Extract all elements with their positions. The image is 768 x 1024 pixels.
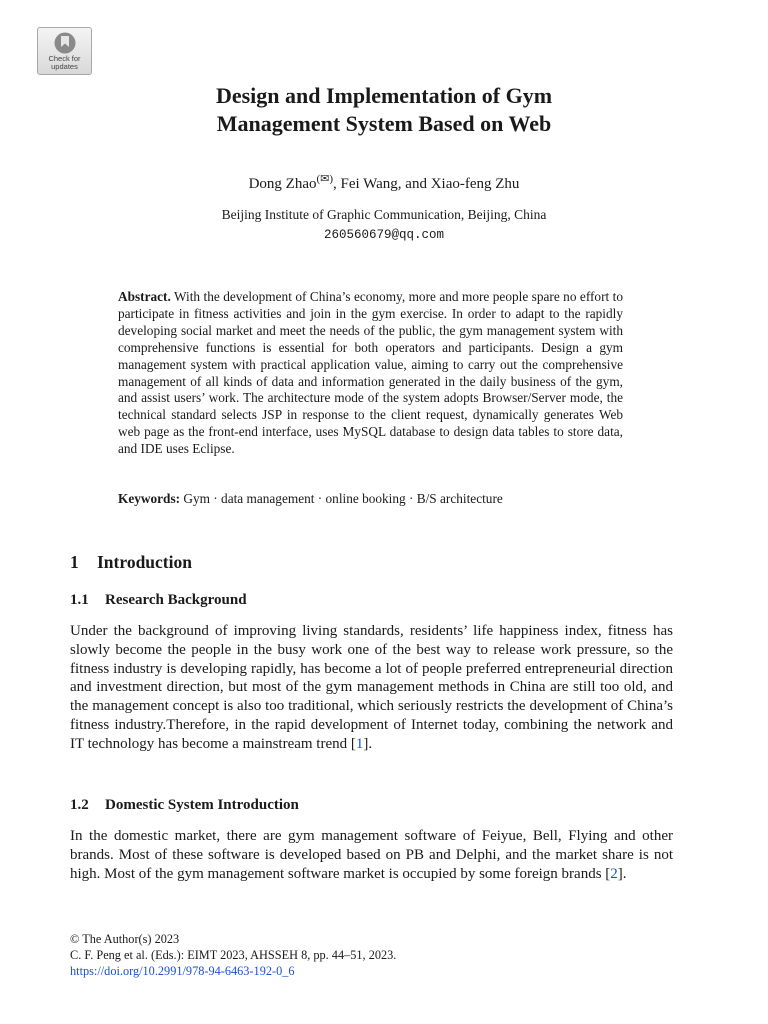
citation-link-1[interactable]: 1 [355, 735, 364, 752]
crossmark-icon [52, 31, 78, 55]
paragraph-text: Under the background of improving living standards, residents’ life happiness index, fitness has slowly become the people in the busy work one of the best way to release work pressure, so the fitness industry is developing rapidly, has become a lot of people preferred entrepreneurial direction and investment direction, but most of the gym management methods in China are still too old, and the management concept is also too traditional, which seriously restricts the development of China’s fitness industry.Therefore, in the rapid development of Internet today, combining the network and IT technology has become a mainstream trend [ [70, 623, 673, 752]
badge-label-1: Check for [48, 54, 81, 63]
subsection-title: Domestic System Introduction [105, 797, 299, 813]
section-number: 1 [70, 552, 79, 572]
abstract-text: With the development of China’s economy, more and more people spare no effort to participate in fitness activities and join in the gym exercise. In order to adapt to the rapidly developing social market and meet the needs of the public, the gym management system with comprehensive functions is essential for both operators and participants. Design a gym management system with practical application value, aiming to carry out the comprehensive management of all kinds of data and information generated in the daily business of the gym, and assist users’ work. The architecture mode of the system adopts Browser/Server mode, the technical standard selects JSP in response to the client request, dynamically generates Web web page as the front-end interface, uses MySQL database to design data tables to store data, and IDE uses Eclipse. [118, 289, 623, 457]
citation-line: C. F. Peng et al. (Eds.): EIMT 2023, AHSSEH 8, pp. 44–51, 2023. [70, 948, 397, 962]
citation-link-2[interactable]: 2 [610, 865, 618, 882]
author-dong-zhao: Dong Zhao [248, 176, 317, 192]
affiliation: Beijing Institute of Graphic Communication, Beijing, China [221, 207, 547, 222]
corresponding-author-mark[interactable]: (✉) [316, 173, 334, 185]
paragraph-end: ]. [363, 735, 373, 752]
keywords-text: Gym · data management · online booking · B/S architecture [180, 491, 503, 506]
keywords [118, 490, 638, 507]
section-1-heading [70, 551, 192, 573]
title-line-1: Design and Implementation of Gym [215, 83, 553, 108]
check-for-updates-badge[interactable] [37, 27, 92, 75]
footer-notes [70, 931, 690, 979]
badge-label-2: updates [51, 62, 78, 71]
title-line-2: Management System Based on Web [216, 111, 552, 136]
paper-title [0, 82, 768, 138]
author-list [0, 174, 768, 194]
subsection-number: 1.2 [70, 797, 89, 813]
paragraph-end: ]. [617, 865, 627, 882]
author-email[interactable]: 260560679@qq.com [323, 228, 445, 242]
paragraph-text: In the domestic market, there are gym management software of Feiyue, Bell, Flying and other brands. Most of these software is developed based on PB and Delphi, and the market share is not high. Most of the gym management software market is occupied by some foreign brands [ [70, 828, 673, 882]
section-title: Introduction [97, 552, 192, 572]
abstract-label: Abstract. [118, 289, 171, 304]
domestic-system-paragraph [70, 827, 673, 883]
research-background-paragraph [70, 622, 673, 754]
copyright-line: © The Author(s) 2023 [70, 932, 180, 946]
subsection-1-2-heading [70, 796, 299, 815]
abstract [118, 289, 623, 458]
keywords-label: Keywords: [118, 491, 181, 506]
doi-link[interactable]: https://doi.org/10.2991/978-94-6463-192-0_6 [70, 964, 295, 978]
subsection-number: 1.1 [70, 592, 89, 608]
subsection-1-1-heading [70, 591, 247, 610]
subsection-title: Research Background [105, 592, 247, 608]
other-authors: , Fei Wang, and Xiao-feng Zhu [333, 176, 520, 192]
